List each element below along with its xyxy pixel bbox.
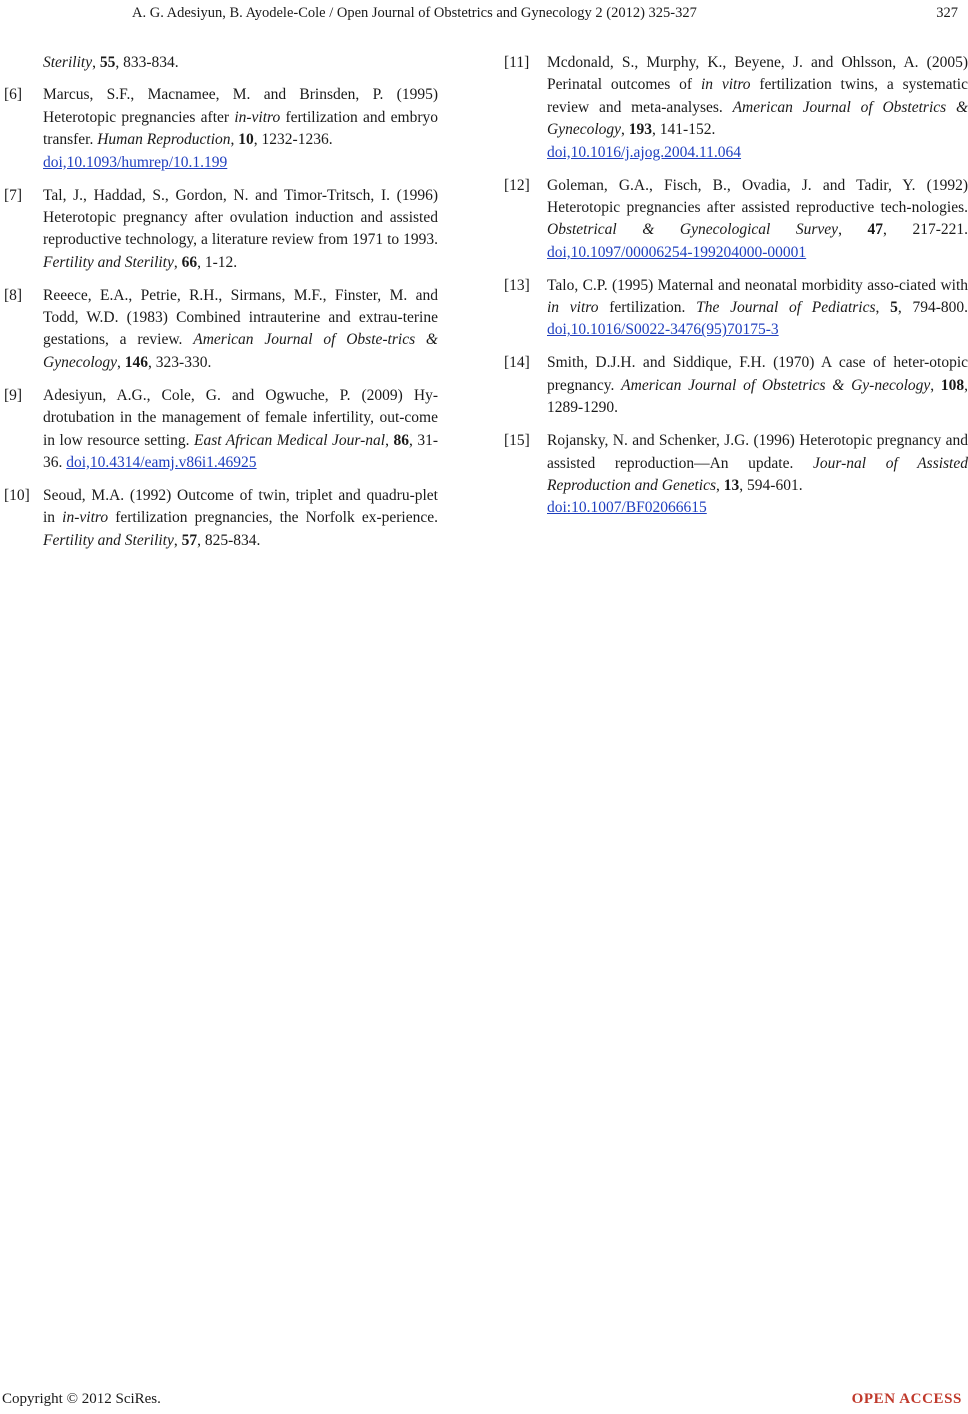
running-header [0, 2, 968, 24]
reference-continuation: Sterility, 55, 833-834. [43, 54, 179, 71]
reference-11: [11] Mcdonald, S., Murphy, K., Beyene, J. and Ohlsson, A. (2005) Perinatal outcomes of in vitro fertilization twins, a systematic review and meta-analyses. American Journal of Obstetrics & Gynecology, 193, 141-152. doi,10.1016/j.ajog.2004.11.064 [504, 54, 968, 161]
running-title: A. G. Adesiyun, B. Ayodele-Cole / Open Journal of Obstetrics and Gynecology 2 (2012) 325-327 [132, 5, 697, 21]
reference-authors-title: Reeece, E.A., Petrie, R.H., Sirmans, M.F., Finster, M. and Todd, W.D. (1983) Combined intrauterine and extrau-terine gestations, a review. [43, 286, 438, 349]
reference-number: [10] [4, 486, 30, 504]
reference-volume: 193 [628, 121, 653, 139]
doi-link[interactable]: doi,10.1016/S0022-3476(95)70175-3 [547, 321, 779, 339]
doi-link[interactable]: doi,10.1093/humrep/10.1.199 [43, 153, 228, 171]
reference-journal: American Journal of Obstetrics & Gynecology [547, 98, 968, 139]
reference-number: [11] [504, 54, 530, 71]
reference-journal: American Journal of Obste-trics & Gynecology [43, 331, 438, 371]
reference-italic-term: in vitro [700, 76, 751, 94]
reference-12: [12] Goleman, G.A., Fisch, B., Ovadia, J. and Tadir, Y. (1992) Heterotopic pregnancies after assisted reproductive tech-nologies. Obstetrical & Gynecological Survey, 47, 217-221. doi,10.1097/00006254-199204000-00001 [504, 176, 968, 261]
reference-15: [15] Rojansky, N. and Schenker, J.G. (1996) Heterotopic pregnancy and assisted reproduction—An update. Jour-nal of Assisted Reproduction and Genetics, 13, 594-601. doi:10.1007/BF02066615 [504, 432, 968, 517]
reference-number: [9] [4, 386, 23, 404]
reference-journal: The Journal of Pediatrics [696, 299, 876, 317]
reference-9: [9] Adesiyun, A.G., Cole, G. and Ogwuche, P. (2009) Hy-drotubation in the management of female infertility, out-come in low resource setting. East African Medical Jour-nal, 86, 31-36. doi,10.4314/eamj.v86i1.46925 [4, 386, 438, 471]
reference-volume: 55 [99, 54, 116, 71]
reference-title-rest: fertilization and embryo transfer. [43, 108, 438, 149]
reference-authors-title: Smith, D.J.H. and Siddique, F.H. (1970) A case of heter-otopic pregnancy. [547, 354, 968, 394]
reference-journal: American Journal of Obstetrics & Gy-necology [621, 376, 931, 394]
reference-volume: 57 [181, 531, 198, 549]
reference-journal: Fertility and Sterility [43, 253, 174, 271]
reference-pages: , 594-601. [739, 476, 803, 494]
reference-volume: 10 [238, 131, 254, 149]
doi-link[interactable]: doi,10.4314/eamj.v86i1.46925 [66, 454, 257, 471]
doi-link[interactable]: doi:10.1007/BF02066615 [547, 499, 707, 517]
reference-title-rest: fertilization. [598, 299, 697, 317]
reference-number: [12] [504, 176, 530, 194]
reference-volume: 47 [867, 221, 884, 239]
reference-journal: Human Reproduction [97, 131, 231, 149]
reference-13: [13] Talo, C.P. (1995) Maternal and neonatal morbidity asso-ciated with in vitro fertilization. The Journal of Pediatrics, 5, 794-800. doi,10.1016/S0022-3476(95)70175-3 [504, 276, 968, 339]
reference-title-rest: fertilization twins, a systematic review and meta-analyses. [547, 76, 968, 116]
reference-italic-term: in vitro [547, 299, 599, 317]
reference-pages: , 1-12. [197, 253, 238, 271]
reference-pages: , 1289-1290. [547, 376, 968, 417]
reference-volume: 108 [940, 376, 965, 394]
page-footer [0, 1388, 968, 1414]
reference-8: [8] Reeece, E.A., Petrie, R.H., Sirmans, M.F., Finster, M. and Todd, W.D. (1983) Combined intrauterine and extrau-terine gestations, a review. American Journal of Obste-trics & Gynecology, 146, 323-330. [4, 286, 438, 371]
reference-authors-title: Marcus, S.F., Macnamee, M. and Brinsden, P. (1995) Heterotopic pregnancies after [43, 86, 438, 126]
reference-volume: 66 [181, 253, 198, 271]
reference-authors-title: Rojansky, N. and Schenker, J.G. (1996) Heterotopic pregnancy and assisted reproduction—An update. [547, 432, 968, 472]
reference-pages: , 141-152. [652, 121, 716, 139]
doi-link[interactable]: doi,10.1016/j.ajog.2004.11.064 [547, 143, 742, 161]
reference-authors-title: Talo, C.P. (1995) Maternal and neonatal morbidity asso-ciated with [547, 276, 968, 294]
reference-pages: , 1232-1236. [253, 131, 333, 149]
left-column [0, 52, 438, 563]
page-number: 327 [936, 5, 958, 21]
reference-number: [8] [4, 286, 23, 304]
reference-7: [7] Tal, J., Haddad, S., Gordon, N. and Timor-Tritsch, I. (1996) Heterotopic pregnancy after ovulation induction and assisted reproductive technology, a literature review from 1971 to 1993. Fertility and Sterility, 66, 1-12. [4, 186, 438, 271]
reference-journal: Jour-nal of Assisted Reproduction and Genetics [547, 454, 968, 494]
reference-pages: , 31-36. [43, 431, 438, 471]
reference-number: [14] [504, 354, 530, 372]
open-access-badge: OPEN ACCESS [851, 1391, 962, 1407]
reference-pages: , 323-330. [148, 353, 212, 371]
doi-link[interactable]: doi,10.1097/00006254-199204000-00001 [547, 243, 807, 261]
reference-pages: , 833-834. [115, 54, 179, 71]
reference-authors-title: Seoud, M.A. (1992) Outcome of twin, triplet and quadru-plet in [43, 486, 438, 527]
reference-italic-term: in-vitro [234, 108, 281, 126]
reference-number: [13] [504, 276, 530, 294]
reference-journal: Obstetrical & Gynecological Survey [547, 221, 839, 239]
copyright-notice: Copyright © 2012 SciRes. [2, 1391, 161, 1407]
reference-italic-term: in-vitro [62, 509, 109, 527]
reference-volume: 13 [723, 476, 740, 494]
reference-authors-title: Goleman, G.A., Fisch, B., Ovadia, J. and Tadir, Y. (1992) Heterotopic pregnancies after assisted reproductive tech-nologies. [547, 176, 968, 216]
reference-number: [6] [4, 86, 23, 104]
reference-number: [7] [4, 186, 23, 204]
reference-authors-title: Adesiyun, A.G., Cole, G. and Ogwuche, P. (2009) Hy-drotubation in the management of female infertility, out-come in low resource setting. [43, 386, 438, 449]
reference-volume: 146 [124, 353, 149, 371]
reference-pages: , 825-834. [197, 531, 261, 549]
reference-title-rest: fertilization pregnancies, the Norfolk ex-perience. [108, 509, 438, 527]
reference-6: [6] Marcus, S.F., Macnamee, M. and Brinsden, P. (1995) Heterotopic pregnancies after in-vitro fertilization and embryo transfer. Human Reproduction, 10, 1232-1236. doi,10.1093/humrep/10.1.199 [4, 86, 438, 171]
reference-pages: , 794-800. [897, 299, 968, 317]
reference-10: [10] Seoud, M.A. (1992) Outcome of twin, triplet and quadru-plet in in-vitro fertilization pregnancies, the Norfolk ex-perience. Fertility and Sterility, 57, 825-834. [4, 486, 438, 549]
reference-14: [14] Smith, D.J.H. and Siddique, F.H. (1970) A case of heter-otopic pregnancy. American Journal of Obstetrics & Gy-necology, 108, 1289-1290. [504, 354, 968, 417]
reference-volume: 5 [890, 299, 898, 317]
reference-volume: 86 [393, 431, 409, 449]
reference-number: [15] [504, 432, 530, 450]
reference-pages: , 217-221. [883, 221, 968, 239]
reference-authors-title: Mcdonald, S., Murphy, K., Beyene, J. and Ohlsson, A. (2005) Perinatal outcomes of [547, 54, 968, 94]
reference-journal: East African Medical Jour-nal [193, 431, 386, 449]
right-column [502, 52, 968, 530]
reference-authors-title: Tal, J., Haddad, S., Gordon, N. and Timor-Tritsch, I. (1996) Heterotopic pregnancy after ovulation induction and assisted reproductive technology, a literature review from 1971 to 1993. [43, 186, 438, 249]
reference-journal: Fertility and Sterility [43, 531, 174, 549]
reference-journal: Sterility [43, 54, 93, 71]
